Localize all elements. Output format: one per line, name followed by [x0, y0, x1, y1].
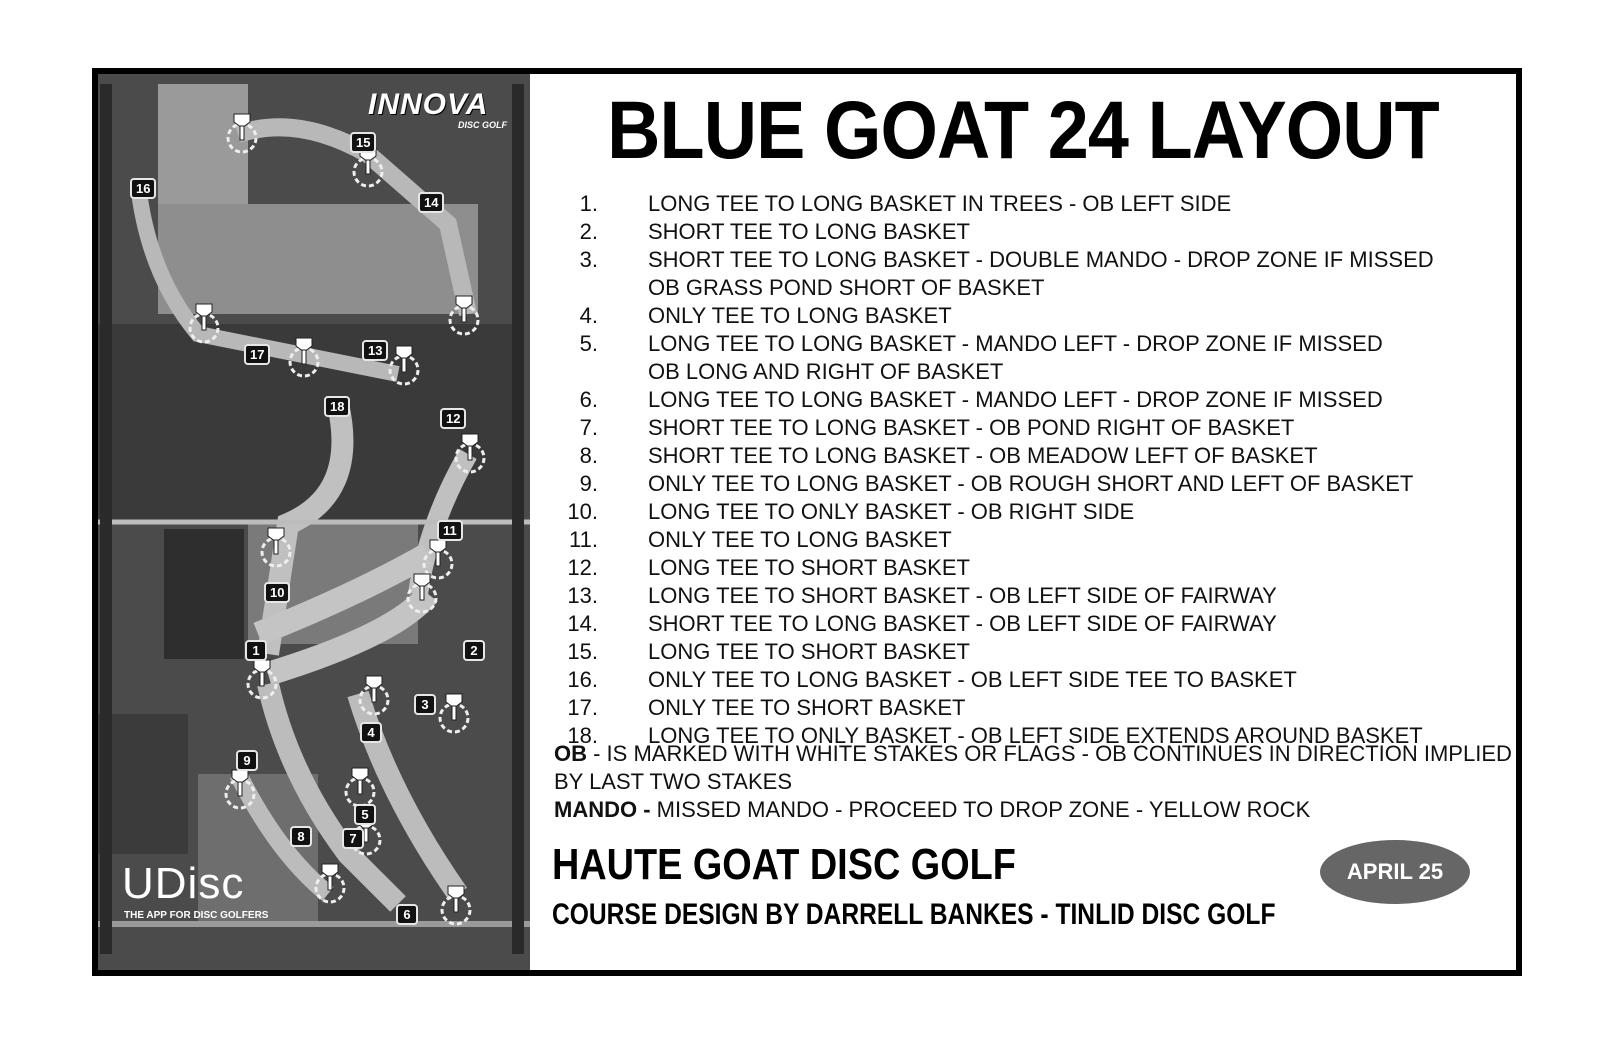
hole-rule	[530, 330, 1516, 358]
hole-rule	[530, 582, 1516, 610]
map-hole-label: 2	[463, 640, 485, 661]
map-hole-label: 15	[350, 132, 376, 153]
basket-icon	[220, 110, 264, 154]
map-hole-label: 4	[360, 722, 382, 743]
hole-text-continued: OB LONG AND RIGHT OF BASKET	[648, 359, 1004, 384]
club-name: HAUTE GOAT DISC GOLF	[552, 840, 1016, 889]
hole-text: LONG TEE TO SHORT BASKET	[648, 639, 970, 664]
basket-icon	[382, 342, 426, 386]
hole-rule	[530, 190, 1516, 218]
map-hole-label: 14	[418, 192, 444, 213]
hole-rules-list	[530, 190, 1516, 750]
hole-rule	[530, 526, 1516, 554]
hole-rule	[530, 218, 1516, 246]
mando-label: MANDO -	[554, 797, 651, 822]
map-hole-label: 7	[342, 828, 364, 849]
date-badge: APRIL 25	[1320, 840, 1470, 904]
hole-text: LONG TEE TO ONLY BASKET - OB RIGHT SIDE	[648, 499, 1135, 524]
basket-icon	[182, 300, 226, 344]
hole-rule	[530, 246, 1516, 274]
hole-text: LONG TEE TO SHORT BASKET	[648, 555, 970, 580]
map-hole-label: 16	[130, 178, 156, 199]
hole-number: 2.	[579, 219, 598, 244]
hole-rule	[530, 386, 1516, 414]
mando-note	[554, 796, 1514, 824]
hole-number: 8.	[579, 443, 598, 468]
hole-number: 16.	[567, 667, 598, 692]
ob-label: OB	[554, 741, 587, 766]
basket-icon	[338, 764, 382, 808]
course-designer: COURSE DESIGN BY DARRELL BANKES - TINLID DISC GOLF	[552, 898, 1276, 931]
hole-rule	[530, 442, 1516, 470]
hole-number: 5.	[579, 331, 598, 356]
map-hole-label: 17	[244, 344, 270, 365]
map-hole-label: 12	[440, 408, 466, 429]
hole-text: ONLY TEE TO SHORT BASKET	[648, 695, 966, 720]
hole-number: 6.	[579, 387, 598, 412]
hole-text: LONG TEE TO SHORT BASKET - OB LEFT SIDE OF FAIRWAY	[648, 583, 1277, 608]
map-hole-label: 8	[290, 826, 312, 847]
basket-icon	[442, 292, 486, 336]
layout-panel	[530, 74, 1516, 970]
hole-text: SHORT TEE TO LONG BASKET - DOUBLE MANDO - DROP ZONE IF MISSED	[648, 247, 1434, 272]
map-hole-label: 6	[396, 904, 418, 925]
hole-number: 18.	[567, 723, 598, 748]
innova-logo-sub: DISC GOLF	[458, 120, 507, 130]
map-terrain	[98, 74, 530, 970]
hole-number: 17.	[567, 695, 598, 720]
hole-text: ONLY TEE TO LONG BASKET - OB ROUGH SHORT AND LEFT OF BASKET	[648, 471, 1414, 496]
basket-icon	[282, 334, 326, 378]
hole-number: 9.	[579, 471, 598, 496]
basket-icon	[240, 656, 284, 700]
hole-number: 7.	[579, 415, 598, 440]
hole-text: LONG TEE TO LONG BASKET - MANDO LEFT - DROP ZONE IF MISSED	[648, 331, 1383, 356]
udisc-tagline: THE APP FOR DISC GOLFERS	[124, 910, 269, 921]
basket-icon	[432, 690, 476, 734]
basket-icon	[400, 570, 444, 614]
map-hole-label: 13	[362, 340, 388, 361]
hole-text: SHORT TEE TO LONG BASKET - OB LEFT SIDE OF FAIRWAY	[648, 611, 1277, 636]
hole-number: 1.	[579, 191, 598, 216]
map-hole-label: 11	[437, 520, 463, 541]
hole-text-continued: OB GRASS POND SHORT OF BASKET	[648, 275, 1045, 300]
udisc-logo: UDisc	[122, 859, 245, 908]
hole-rule	[530, 638, 1516, 666]
basket-icon	[448, 430, 492, 474]
aerial-course-map	[98, 74, 530, 970]
map-hole-label: 5	[354, 804, 376, 825]
hole-text: SHORT TEE TO LONG BASKET	[648, 219, 970, 244]
hole-number: 4.	[579, 303, 598, 328]
hole-rule	[530, 666, 1516, 694]
ob-note	[554, 740, 1514, 796]
ob-text: - IS MARKED WITH WHITE STAKES OR FLAGS - OB CONTINUES IN DIRECTION IMPLIED BY LAST TWO STAKES	[554, 741, 1512, 794]
map-hole-label: 1	[245, 640, 267, 661]
hole-text: SHORT TEE TO LONG BASKET - OB MEADOW LEFT OF BASKET	[648, 443, 1318, 468]
hole-number: 13.	[567, 583, 598, 608]
map-hole-label: 3	[414, 694, 436, 715]
hole-text: ONLY TEE TO LONG BASKET	[648, 303, 952, 328]
hole-number: 14.	[567, 611, 598, 636]
hole-number: 15.	[567, 639, 598, 664]
hole-text: LONG TEE TO LONG BASKET - MANDO LEFT - DROP ZONE IF MISSED	[648, 387, 1383, 412]
hole-text: LONG TEE TO LONG BASKET IN TREES - OB LEFT SIDE	[648, 191, 1232, 216]
hole-rule	[530, 470, 1516, 498]
innova-logo: INNOVA	[368, 88, 489, 121]
basket-icon	[218, 766, 262, 810]
course-sign	[92, 68, 1522, 976]
hole-number: 10.	[567, 499, 598, 524]
hole-rule	[530, 498, 1516, 526]
map-hole-label: 10	[264, 582, 290, 603]
rules-notes	[554, 740, 1514, 824]
hole-rule	[530, 610, 1516, 638]
hole-number: 3.	[579, 247, 598, 272]
hole-text: SHORT TEE TO LONG BASKET - OB POND RIGHT OF BASKET	[648, 415, 1295, 440]
hole-rule	[530, 414, 1516, 442]
hole-rule	[530, 302, 1516, 330]
page-title: BLUE GOAT 24 LAYOUT	[607, 85, 1439, 176]
map-hole-label: 18	[324, 396, 350, 417]
hole-number: 11.	[569, 527, 598, 552]
hole-rule	[530, 554, 1516, 582]
hole-text: ONLY TEE TO LONG BASKET	[648, 527, 952, 552]
mando-text: MISSED MANDO - PROCEED TO DROP ZONE - YELLOW ROCK	[650, 797, 1311, 822]
hole-text: LONG TEE TO ONLY BASKET - OB LEFT SIDE EXTENDS AROUND BASKET	[648, 723, 1423, 748]
basket-icon	[352, 672, 396, 716]
hole-rule	[530, 694, 1516, 722]
hole-number: 12.	[567, 555, 598, 580]
basket-icon	[308, 860, 352, 904]
map-hole-label: 9	[236, 750, 258, 771]
hole-text: ONLY TEE TO LONG BASKET - OB LEFT SIDE TEE TO BASKET	[648, 667, 1297, 692]
basket-icon	[434, 882, 478, 926]
basket-icon	[254, 524, 298, 568]
